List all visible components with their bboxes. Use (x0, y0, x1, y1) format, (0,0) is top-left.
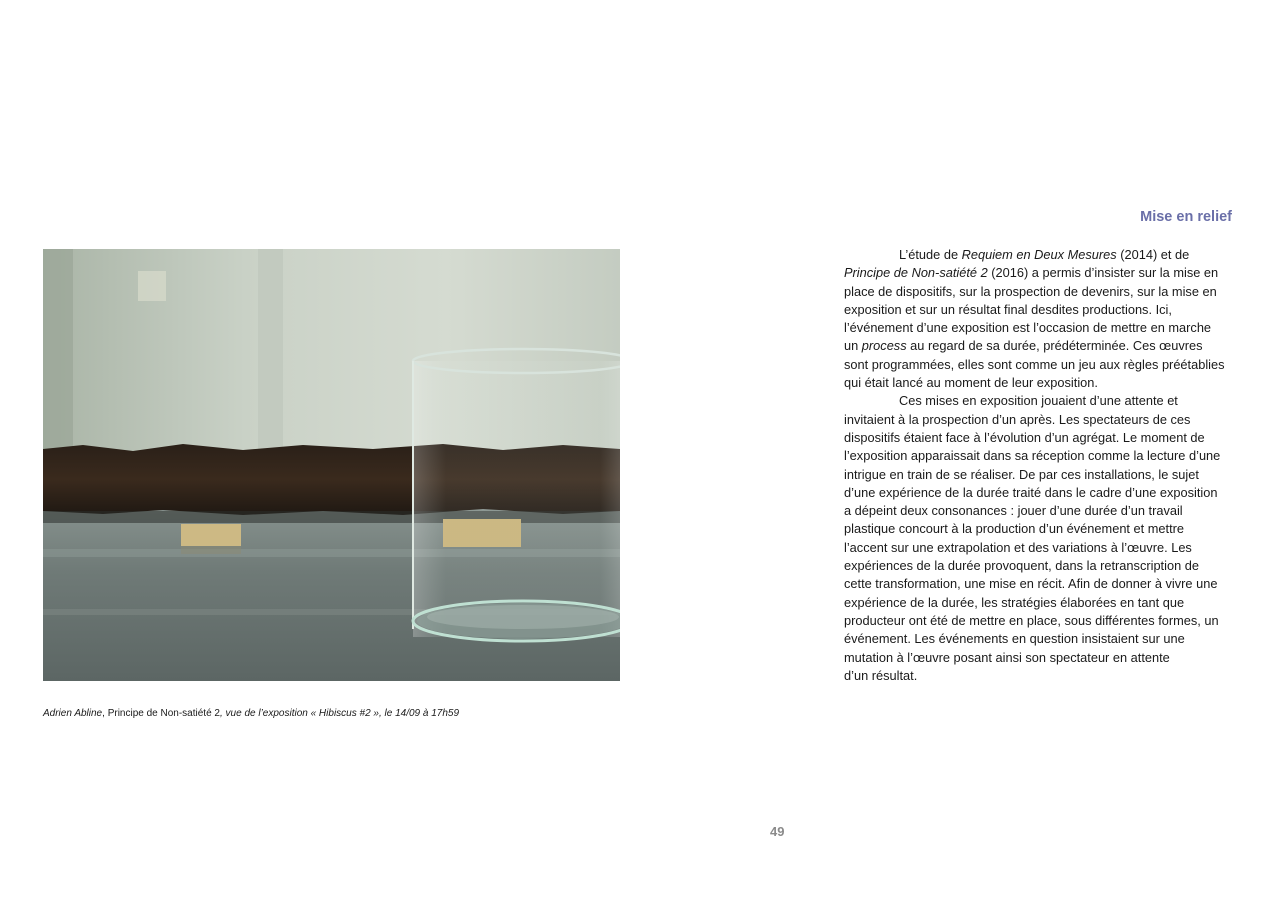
body-text-line (844, 466, 1234, 484)
body-text-line (844, 575, 1234, 593)
body-text-line (844, 411, 1234, 429)
caption-author: Adrien Abline (43, 708, 103, 719)
body-text-line (844, 356, 1234, 374)
body-text-line (844, 649, 1234, 667)
body-text-line (844, 337, 1234, 355)
artwork-photo (43, 249, 620, 681)
body-text-segment: d’un résultat. (844, 667, 918, 683)
body-text-segment: (2016) a permis d’insister sur la mise en (987, 265, 1219, 281)
body-text-segment: l’accent sur une extrapolation et des variations à l’œuvre. Les (844, 539, 1192, 555)
body-text-segment: L’étude de (899, 247, 962, 262)
body-text-segment: (2014) et de (1116, 247, 1190, 262)
caption-work-title: Principe de Non-satiété 2 (107, 708, 220, 719)
body-text-line (844, 520, 1234, 538)
body-text-segment: mutation à l’œuvre posant ainsi son spectateur en attente (844, 649, 1170, 665)
body-text-line (844, 283, 1234, 301)
body-text-segment: exposition et sur un résultat final desdites productions. Ici, (844, 301, 1172, 317)
body-text-line (844, 557, 1234, 575)
body-text-segment: plastique concourt à la production d’un événement et mettre (844, 521, 1185, 537)
body-text-segment: dispositifs étaient face à l’évolution d’un agrégat. Le moment de (844, 429, 1205, 445)
body-text-line (844, 392, 1234, 410)
body-text-line (844, 484, 1234, 502)
body-text-line (844, 246, 1234, 264)
body-text-segment: intrigue en train de se réaliser. De par ces installations, le sujet (844, 466, 1199, 482)
body-text-segment: d’une expérience de la durée traité dans le cadre d’une exposition (844, 484, 1218, 500)
body-text-line (844, 594, 1234, 612)
caption-separator: , (102, 708, 108, 719)
body-text-segment: cette transformation, une mise en récit. Afin de donner à vivre une (844, 576, 1218, 592)
body-text-line (844, 264, 1234, 282)
body-text-segment: événement. Les événements en question insistaient sur une (844, 631, 1185, 647)
photo-caption (43, 708, 459, 720)
body-text-line (844, 447, 1234, 465)
body-text (844, 246, 1234, 685)
body-text-segment: invitaient à la prospection d’un après. Les spectateurs de ces (844, 411, 1191, 427)
body-text-segment: producteur ont été de mettre en place, sous différentes formes, un (844, 612, 1219, 628)
body-text-segment: Ces mises en exposition jouaient d’une attente et (899, 393, 1178, 409)
body-text-italic: process (861, 338, 907, 354)
body-text-line (844, 429, 1234, 447)
body-text-line (844, 319, 1234, 337)
body-text-segment: sont programmées, elles sont comme un jeu aux règles préétablies (844, 356, 1225, 372)
body-text-line (844, 502, 1234, 520)
body-text-italic: Requiem en Deux Mesures (961, 247, 1117, 262)
body-text-line (844, 301, 1234, 319)
body-text-italic: Principe de Non-satiété 2 (844, 265, 988, 281)
page-number: 49 (770, 824, 785, 839)
body-text-segment: qui était lancé au moment de leur exposition. (844, 375, 1098, 391)
section-heading: Mise en relief (1140, 209, 1232, 225)
body-text-line (844, 539, 1234, 557)
body-text-segment: l’exposition apparaissait dans sa réception comme la lecture d’une (844, 448, 1221, 464)
body-text-segment: place de dispositifs, sur la prospection de devenirs, sur la mise en (844, 283, 1217, 299)
body-text-segment: a dépeint deux consonances : jouer d’une durée d’un travail (844, 503, 1183, 519)
body-text-segment: l’événement d’une exposition est l’occasion de mettre en marche (844, 320, 1212, 336)
body-text-segment: expériences de la durée provoquent, dans la retranscription de (844, 558, 1199, 574)
body-text-line (844, 612, 1234, 630)
caption-details: , vue de l’exposition « Hibiscus #2 », le 14/09 à 17h59 (219, 708, 460, 719)
body-text-line (844, 374, 1234, 392)
body-text-line (844, 630, 1234, 648)
body-text-segment: expérience de la durée, les stratégies élaborées en tant que (844, 594, 1185, 610)
artwork-photo-illustration (43, 249, 620, 681)
body-text-segment: au regard de sa durée, prédéterminée. Ces œuvres (906, 338, 1203, 354)
body-text-line (844, 667, 1234, 685)
body-text-segment: un (844, 338, 862, 354)
